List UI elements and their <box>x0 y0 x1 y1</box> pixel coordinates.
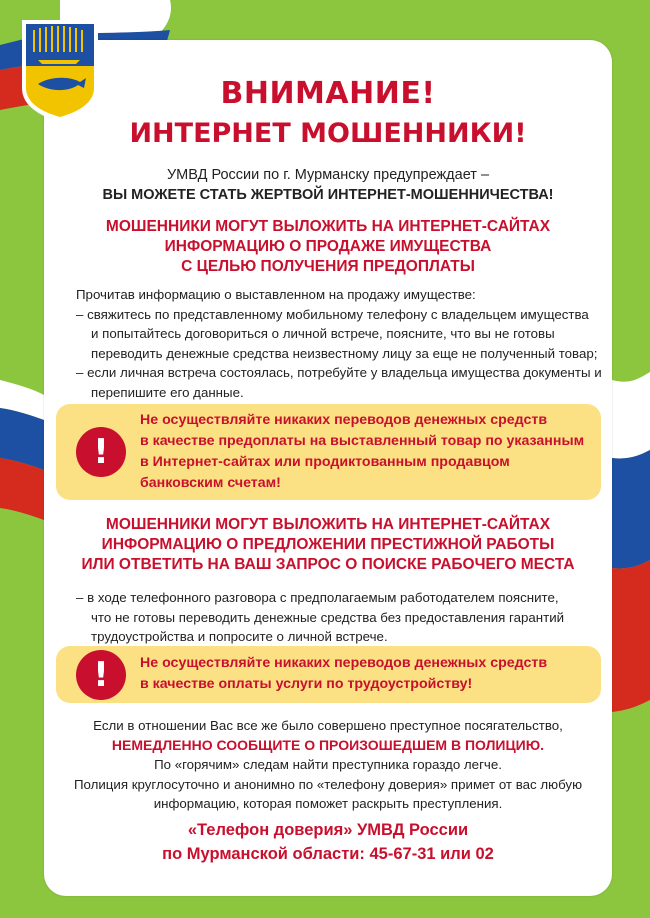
body-line: Прочитав информацию о выставленном на продажу имуществе: <box>76 287 476 302</box>
title-internet-fraudsters: ИНТЕРНЕТ МОШЕННИКИ! <box>129 118 527 149</box>
section1-body <box>76 285 602 402</box>
exclamation-icon: ! <box>76 427 126 477</box>
exclamation-icon: ! <box>76 650 126 700</box>
body-line: – если личная встреча состоялась, потребуйте у владельца имущества документы и <box>76 365 602 380</box>
section2-heading: МОШЕННИКИ МОГУТ ВЫЛОЖИТЬ НА ИНТЕРНЕТ-САЙТАХ ИНФОРМАЦИЮ О ПРЕДЛОЖЕНИИ ПРЕСТИЖНОЙ РАБОТЫ ИЛИ ОТВЕТИТЬ НА ВАШ ЗАПРОС О ПОИСКЕ РАБОЧЕГО МЕСТА <box>81 516 575 573</box>
poster-card <box>44 40 612 896</box>
body-line: перепишите его данные. <box>91 384 244 400</box>
hotline-block <box>44 818 612 866</box>
intro-block <box>44 165 612 205</box>
section1-heading: МОШЕННИКИ МОГУТ ВЫЛОЖИТЬ НА ИНТЕРНЕТ-САЙТАХ ИНФОРМАЦИЮ О ПРОДАЖЕ ИМУЩЕСТВА С ЦЕЛЬЮ ПОЛУЧЕНИЯ ПРЕДОПЛАТЫ <box>105 218 551 275</box>
warning-box-prepayment <box>56 404 601 500</box>
hotline-title: «Телефон доверия» УМВД России <box>187 821 469 839</box>
intro-warning: ВЫ МОЖЕТЕ СТАТЬ ЖЕРТВОЙ ИНТЕРНЕТ-МОШЕННИЧЕСТВА! <box>102 187 554 203</box>
body-line: – свяжитесь по представленному мобильному телефону с владельцем имущества <box>76 306 589 322</box>
body-line: трудоустройства и попросите о личной встрече. <box>91 629 388 644</box>
closing-block: Если в отношении Вас все же было совершено преступное посягательство, НЕМЕДЛЕННО СООБЩИТЕ О ПРОИЗОШЕДШЕМ В ПОЛИЦИЮ. По «горячим» следам найти преступника гораздо легче. Полиция круглосуточно и анонимно по «телефону доверия» примет от вас любую информацию, которая поможет раскрыть преступления. <box>44 716 612 814</box>
section2-body <box>76 588 596 647</box>
body-line: переводить денежные средства неизвестному лицу за еще не полученный товар; <box>91 345 598 361</box>
intro-line: УМВД России по г. Мурманску предупреждает – <box>166 167 490 183</box>
murmansk-coat-of-arms-icon <box>20 18 100 122</box>
title-attention: ВНИМАНИЕ! <box>220 76 436 111</box>
body-line: и попытайтесь договориться о личной встрече, поясните, что вы не готовы <box>91 326 555 341</box>
body-line: что не готовы переводить денежные средства без предоставления гарантий <box>91 609 565 625</box>
hotline-numbers: по Мурманской области: 45-67-31 или 02 <box>162 845 494 863</box>
report-to-police: НЕМЕДЛЕННО СООБЩИТЕ О ПРОИЗОШЕДШЕМ В ПОЛИЦИЮ. <box>111 736 545 753</box>
warning-text: Не осуществляйте никаких переводов денежных средств в качестве предоплаты на выставленный товар по указанным в Интернет-сайтах или продиктованным продавцом банковским счетам! <box>140 412 585 491</box>
body-line: – в ходе телефонного разговора с предполагаемым работодателем поясните, <box>76 590 559 605</box>
warning-box-employment <box>56 646 601 703</box>
warning-text: Не осуществляйте никаких переводов денежных средств в качестве оплаты услуги по трудоустройству! <box>140 655 548 692</box>
